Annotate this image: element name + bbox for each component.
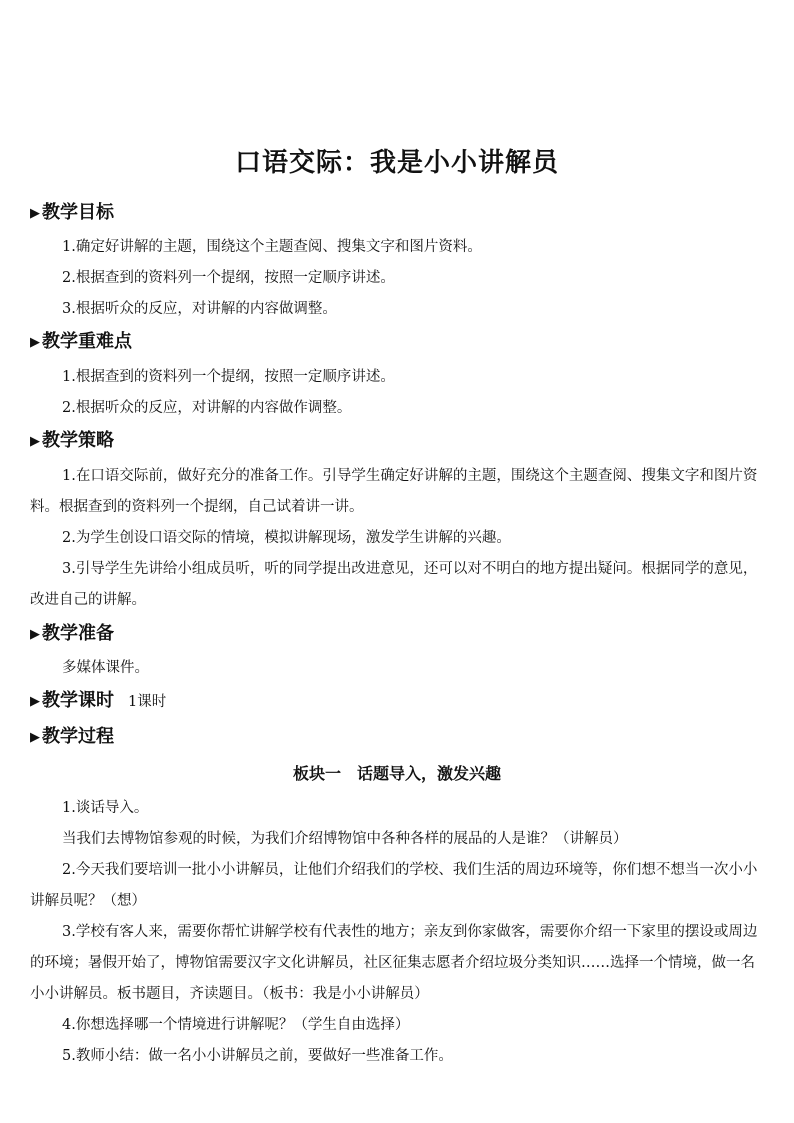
strategy-item-3: 3.引导学生先讲给小组成员听，听的同学提出改进意见，还可以对不明白的地方提出疑问。根据同学的意见，改进自己的讲解。 [30, 561, 758, 608]
process-item-4: 3.学校有客人来，需要你帮忙讲解学校有代表性的地方；亲友到你家做客，需要你介绍一下家里的摆设或周边的环境；暑假开始了，博物馆需要汉字文化讲解员，社区征集志愿者介绍垃圾分类知识……选择一个情境，做一名小小讲解员。板书题目，齐读题目。（板书：我是小小讲解员） [30, 924, 758, 1002]
section-heading-text: 教学课时 [42, 690, 114, 711]
strategy-item-1: 1.在口语交际前，做好充分的准备工作。引导学生确定好讲解的主题，围绕这个主题查阅、搜集文字和图片资料。根据查到的资料列一个提纲，自己试着讲一讲。 [30, 468, 758, 515]
process-item-5: 4.你想选择哪一个情境进行讲解呢？（学生自由选择） [62, 1017, 410, 1033]
section-heading-goals [30, 201, 114, 227]
process-item-1: 1.谈话导入。 [62, 800, 149, 816]
section-heading-class-hours [30, 689, 166, 715]
section-heading-text: 教学策略 [42, 430, 114, 451]
page-title: 口语交际：我是小小讲解员 [234, 148, 559, 178]
triangle-marker-icon: ▶ [30, 627, 40, 642]
process-item-2: 当我们去博物馆参观的时候，为我们介绍博物馆中各种各样的展品的人是谁？（讲解员） [62, 831, 628, 847]
section-heading-strategy [30, 429, 114, 455]
strategy-item-2: 2.为学生创设口语交际的情境，模拟讲解现场，激发学生讲解的兴趣。 [62, 530, 511, 546]
triangle-marker-icon: ▶ [30, 335, 40, 350]
preparation-item-1: 多媒体课件。 [62, 660, 149, 676]
goals-item-1: 1.确定好讲解的主题，围绕这个主题查阅、搜集文字和图片资料。 [62, 239, 482, 255]
process-item-6: 5.教师小结：做一名小小讲解员之前，要做好一些准备工作。 [62, 1048, 453, 1064]
block-title: 板块一 话题导入，激发兴趣 [292, 764, 501, 783]
key-points-item-2: 2.根据听众的反应，对讲解的内容做作调整。 [62, 400, 352, 416]
triangle-marker-icon: ▶ [30, 694, 40, 709]
section-heading-text: 教学准备 [42, 623, 114, 644]
section-heading-text: 教学过程 [42, 726, 114, 747]
process-item-3: 2.今天我们要培训一批小小讲解员，让他们介绍我们的学校、我们生活的周边环境等，你们想不想当一次小小讲解员呢？（想） [30, 862, 758, 909]
section-heading-text: 教学重难点 [42, 331, 132, 352]
class-hours-value: 1课时 [128, 694, 167, 710]
section-heading-text: 教学目标 [42, 202, 114, 223]
goals-item-2: 2.根据查到的资料列一个提纲，按照一定顺序讲述。 [62, 270, 395, 286]
triangle-marker-icon: ▶ [30, 434, 40, 449]
section-heading-key-points [30, 330, 132, 356]
triangle-marker-icon: ▶ [30, 206, 40, 221]
goals-item-3: 3.根据听众的反应，对讲解的内容做调整。 [62, 301, 337, 317]
section-heading-process [30, 725, 114, 751]
key-points-item-1: 1.根据查到的资料列一个提纲，按照一定顺序讲述。 [62, 369, 395, 385]
triangle-marker-icon: ▶ [30, 730, 40, 745]
section-heading-preparation [30, 622, 114, 648]
